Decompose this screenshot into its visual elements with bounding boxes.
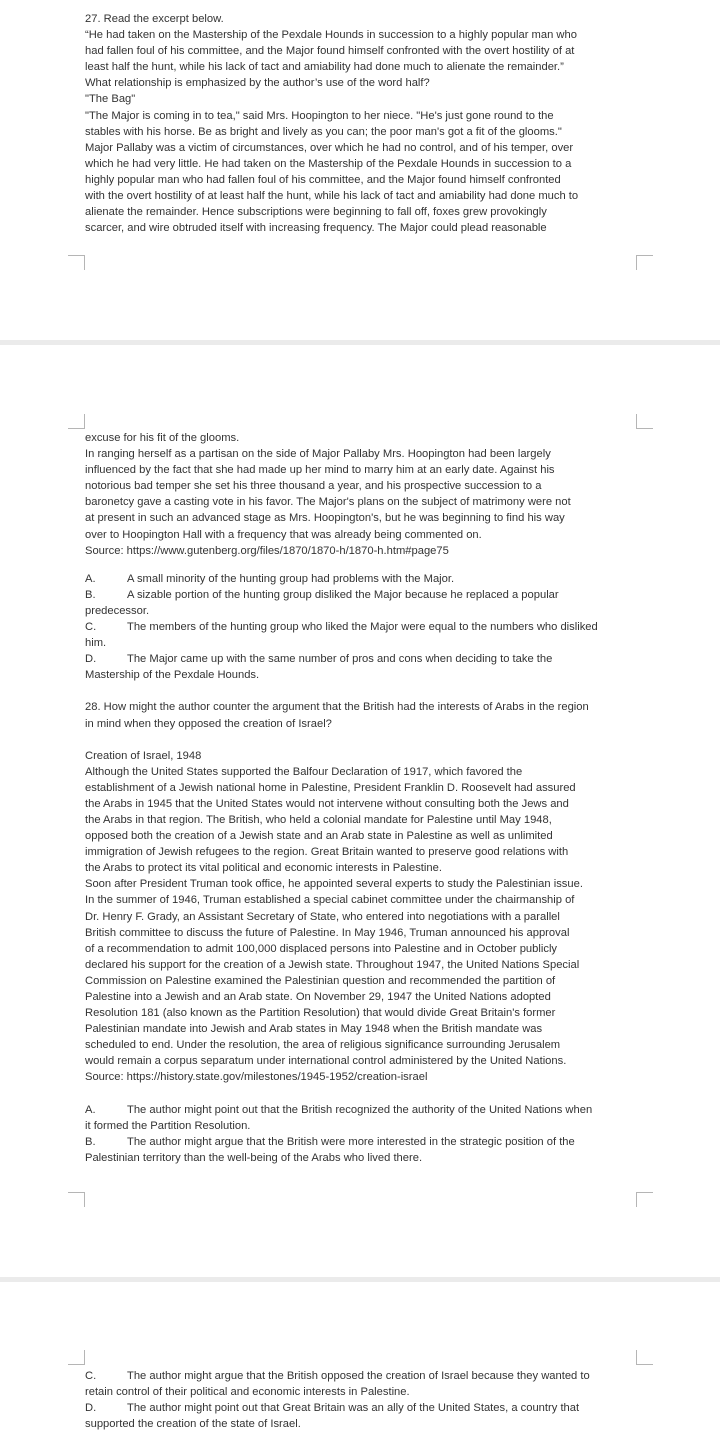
text-line: the Arabs in that region. The British, who held a colonial mandate for Palestine until May 1948,: [85, 813, 552, 826]
text-line: the Arabs in 1945 that the United States would not intervene without consulting both the Jews and: [85, 797, 569, 810]
option-text: The author might point out that the British recognized the authority of the United Nations when: [127, 1103, 593, 1116]
question-27-options: [85, 571, 655, 684]
text-line: notorious bad temper she set his three thousand a year, and his prospective succession to a: [85, 480, 542, 493]
text-line: had fallen foul of his committee, and the Major found himself confronted with the overt hostility of at: [85, 45, 575, 58]
text-line: over to Hoopington Hall with a frequency that was already being commented on.: [85, 528, 482, 541]
source-citation: Source: https://www.gutenberg.org/files/1870/1870-h/1870-h.htm#page75: [85, 544, 449, 557]
crop-mark: [636, 1192, 653, 1207]
text-line: of a recommendation to admit 100,000 displaced persons into Palestine and in October publicly: [85, 942, 558, 955]
answer-option-d[interactable]: [85, 651, 655, 683]
answer-option-a[interactable]: [85, 571, 655, 587]
text-line: establishment of a Jewish national home in Palestine, President Franklin D. Roosevelt had assured: [85, 781, 576, 794]
text-line: stables with his horse. Be as bright and lively as you can; the poor man's got a fit of the glooms.": [85, 125, 562, 138]
question-28-options-cd: [85, 1368, 655, 1432]
crop-mark: [68, 414, 85, 429]
option-letter: A.: [85, 1103, 96, 1116]
text-line: excuse for his fit of the glooms.: [85, 432, 240, 444]
text-line: opposed both the creation of a Jewish state and an Arab state in Palestine as well as unlimited: [85, 830, 553, 843]
text-line: Commission on Palestine examined the Palestinian question and recommended the partition of: [85, 974, 556, 987]
answer-option-c[interactable]: [85, 1368, 655, 1400]
text-line: In ranging herself as a partisan on the side of Major Pallaby Mrs. Hoopington had been largely: [85, 448, 551, 461]
question-28: [85, 699, 655, 731]
option-text: him.: [85, 637, 107, 650]
text-line: Soon after President Truman took office, he appointed several experts to study the Palestinian issue.: [85, 878, 583, 891]
text-line: would remain a corpus separatum under international control administered by the United Nations.: [85, 1055, 567, 1068]
text-line: with the overt hostility of at least half the hunt, while his lack of tact and amiability had done much to: [85, 190, 579, 203]
option-text: A sizable portion of the hunting group disliked the Major because he replaced a popular: [127, 588, 559, 601]
text-line: Although the United States supported the Balfour Declaration of 1917, which favored the: [85, 765, 523, 778]
option-letter: D.: [85, 653, 97, 666]
text-line: at present in such an advanced stage as Mrs. Hoopington's, but he was beginning to find his way: [85, 512, 565, 525]
option-letter: B.: [85, 588, 96, 601]
option-letter: A.: [85, 572, 96, 585]
text-line: Palestinian mandate into Jewish and Arab states in May 1948 when the British mandate was: [85, 1023, 543, 1036]
text-line: British committee to discuss the future of Palestine. In May 1946, Truman announced his approval: [85, 926, 570, 939]
option-text: it formed the Partition Resolution.: [85, 1119, 251, 1132]
text-line: In the summer of 1946, Truman established a special cabinet committee under the chairmanship of: [85, 894, 575, 907]
question-28-options-ab: [85, 1102, 655, 1166]
answer-option-b[interactable]: [85, 587, 655, 619]
source-citation: Source: https://history.state.gov/milestones/1945-1952/creation-israel: [85, 1071, 428, 1084]
text-line: highly popular man who had fallen foul of his committee, and the Major found himself confronted: [85, 173, 561, 186]
option-text: The author might point out that Great Britain was an ally of the United States, a country that: [127, 1402, 580, 1415]
option-text: predecessor.: [85, 604, 150, 617]
answer-option-d[interactable]: [85, 1400, 655, 1432]
text-line: scheduled to end. Under the resolution, the area of religious significance surrounding Jerusalem: [85, 1039, 561, 1052]
text-line: in mind when they opposed the creation of Israel?: [85, 717, 332, 730]
option-text: A small minority of the hunting group had problems with the Major.: [127, 572, 455, 585]
crop-mark: [68, 1350, 85, 1365]
text-line: Major Pallaby was a victim of circumstances, over which he had no control, and of his temper, over: [85, 141, 574, 154]
option-letter: C.: [85, 1370, 97, 1382]
option-text: The author might argue that the British were more interested in the strategic position of the: [127, 1135, 575, 1148]
passage-title: Creation of Israel, 1948: [85, 749, 202, 762]
text-line: least half the hunt, while his lack of tact and amiability had done much to alienate the remainder.”: [85, 61, 564, 74]
option-text: retain control of their political and economic interests in Palestine.: [85, 1386, 410, 1399]
option-letter: C.: [85, 621, 97, 634]
text-line: Dr. Henry F. Grady, an Assistant Secretary of State, who entered into negotiations with a parallel: [85, 910, 560, 923]
text-line: "The Major is coming in to tea," said Mrs. Hoopington to her niece. "He's just gone round to the: [85, 109, 554, 122]
text-line: scarcer, and wire obtruded itself with increasing frequency. The Major could plead reasonable: [85, 222, 547, 235]
text-line: 27. Read the excerpt below.: [85, 13, 224, 25]
crop-mark: [68, 255, 85, 270]
option-text: The Major came up with the same number of pros and cons when deciding to take the: [127, 653, 553, 666]
text-line: Palestine into a Jewish and an Arab state. On November 29, 1947 the United Nations adopted: [85, 991, 551, 1003]
option-text: The author might argue that the British opposed the creation of Israel because they wanted to: [127, 1370, 590, 1382]
text-line: alienate the remainder. Hence subscriptions were beginning to fall off, foxes grew provokingly: [85, 206, 547, 219]
crop-mark: [68, 1192, 85, 1207]
text-line: which he had very little. He had taken on the Mastership of the Pexdale Hounds in succession to a: [85, 157, 572, 170]
text-line: baronetcy gave a casting vote in his favor. The Major's plans on the subject of matrimony were not: [85, 496, 571, 509]
answer-option-a[interactable]: [85, 1102, 655, 1134]
option-text: supported the creation of the state of Israel.: [85, 1418, 301, 1431]
answer-option-b[interactable]: [85, 1134, 655, 1166]
question-28-passage: [85, 748, 655, 1086]
page-break: [0, 1277, 720, 1282]
answer-option-c[interactable]: [85, 619, 655, 651]
option-letter: D.: [85, 1402, 97, 1415]
text-line: What relationship is emphasized by the author’s use of the word half?: [85, 77, 430, 90]
option-text: Palestinian territory than the well-being of the Arabs who lived there.: [85, 1151, 423, 1164]
crop-mark: [636, 414, 653, 429]
text-line: 28. How might the author counter the argument that the British had the interests of Arabs in the region: [85, 701, 589, 714]
page-2-content: [85, 430, 655, 1166]
text-line: influenced by the fact that she had made up her mind to marry him at an early date. Against his: [85, 464, 555, 477]
text-line: immigration of Jewish refugees to the region. Great Britain wanted to preserve good relations with: [85, 846, 569, 859]
text-line: the Arabs to protect its vital political and economic interests in Palestine.: [85, 862, 442, 875]
text-line: “He had taken on the Mastership of the Pexdale Hounds in succession to a highly popular man who: [85, 29, 577, 42]
crop-mark: [636, 1350, 653, 1365]
page-break: [0, 340, 720, 345]
story-continuation: [85, 430, 655, 559]
option-text: Mastership of the Pexdale Hounds.: [85, 669, 260, 682]
option-letter: B.: [85, 1135, 96, 1148]
question-27-intro: [85, 11, 655, 236]
option-text: The members of the hunting group who liked the Major were equal to the numbers who disliked: [127, 621, 598, 634]
text-line: "The Bag": [85, 93, 136, 106]
text-line: Resolution 181 (also known as the Partition Resolution) that would divide Great Britain's former: [85, 1007, 556, 1020]
text-line: declared his support for the creation of a Jewish state. Throughout 1947, the United Nations Special: [85, 958, 580, 971]
crop-mark: [636, 255, 653, 270]
